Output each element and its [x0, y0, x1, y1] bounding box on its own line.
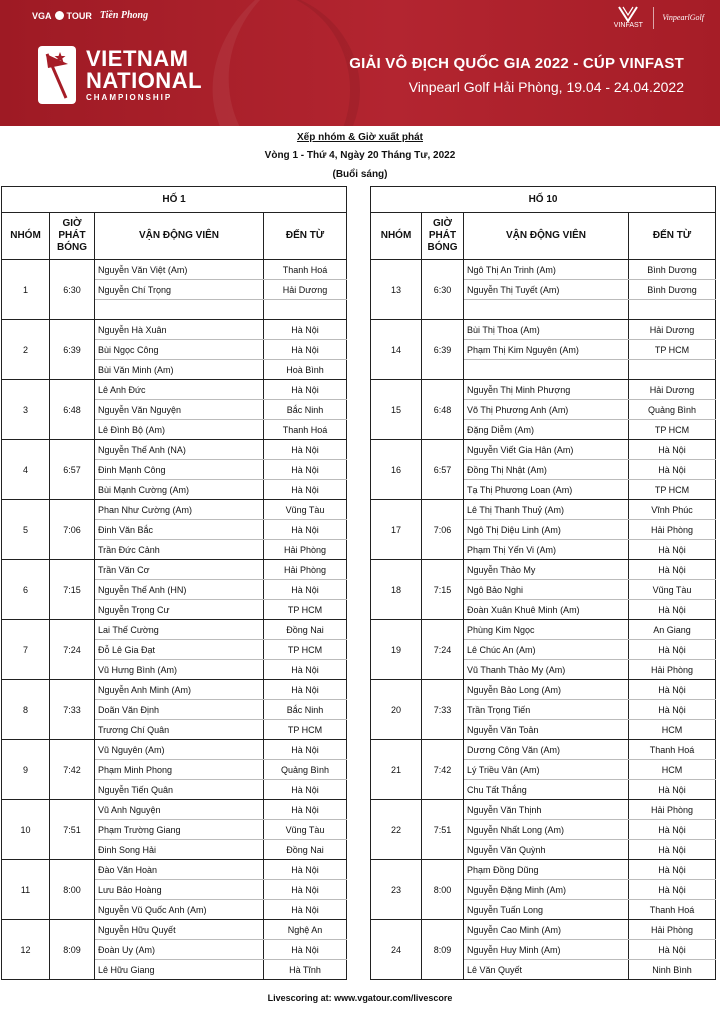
player-origin: Hà Nội	[629, 880, 716, 900]
vga-tour-text: TOUR	[66, 10, 92, 21]
player-name: Đoàn Uy (Am)	[95, 940, 264, 960]
player-name: Nguyễn Văn Thịnh	[464, 800, 629, 820]
player-name: Nguyễn Huy Minh (Am)	[464, 940, 629, 960]
tee-time: 7:51	[50, 800, 95, 860]
player-name: Lê Anh Đức	[95, 380, 264, 400]
vinfast-logo	[611, 6, 645, 29]
player-name: Bùi Văn Minh (Am)	[95, 360, 264, 380]
group-number: 16	[371, 440, 422, 500]
table-row	[371, 320, 716, 340]
table-row	[371, 620, 716, 640]
player-origin: Vũng Tàu	[264, 500, 347, 520]
player-origin: Hà Nội	[264, 680, 347, 700]
livescore-footer: Livescoring at: www.vgatour.com/livescore	[267, 993, 453, 1003]
player-name: Doãn Văn Định	[95, 700, 264, 720]
player-origin: Thanh Hoá	[629, 740, 716, 760]
group-number: 8	[2, 680, 50, 740]
group-number: 2	[2, 320, 50, 380]
player-origin: Hà Nội	[629, 820, 716, 840]
player-name: Nguyễn Tuấn Long	[464, 900, 629, 920]
player-name: Nguyễn Cao Minh (Am)	[464, 920, 629, 940]
tee-time: 7:15	[50, 560, 95, 620]
player-origin: Hà Nội	[264, 380, 347, 400]
player-name: Đinh Văn Bắc	[95, 520, 264, 540]
group-number: 21	[371, 740, 422, 800]
player-name: Nguyễn Vũ Quốc Anh (Am)	[95, 900, 264, 920]
group-number: 1	[2, 260, 50, 320]
player-origin: Hà Nội	[264, 660, 347, 680]
group-number: 24	[371, 920, 422, 980]
championship-line-1: VIETNAM	[86, 46, 189, 71]
table-row	[2, 380, 347, 400]
player-origin: Hà Nội	[629, 540, 716, 560]
player-origin: Đồng Nai	[264, 840, 347, 860]
player-origin: Hà Nội	[629, 460, 716, 480]
vga-tour-logo	[32, 11, 92, 21]
player-name: Vũ Thanh Thảo My (Am)	[464, 660, 629, 680]
tee-time: 6:30	[50, 260, 95, 320]
group-number: 12	[2, 920, 50, 980]
group-number: 22	[371, 800, 422, 860]
player-origin: HCM	[629, 760, 716, 780]
player-name: Vũ Anh Nguyện	[95, 800, 264, 820]
player-origin: An Giang	[629, 620, 716, 640]
tee-time: 7:24	[422, 620, 464, 680]
player-name: Trương Chí Quân	[95, 720, 264, 740]
tee-time: 7:42	[422, 740, 464, 800]
player-name: Võ Thị Phương Anh (Am)	[464, 400, 629, 420]
player-origin: Vĩnh Phúc	[629, 500, 716, 520]
player-name: Bùi Ngọc Công	[95, 340, 264, 360]
player-origin: Hà Nội	[629, 680, 716, 700]
vga-logo-text: VGA	[32, 10, 52, 21]
vinpearl-golf-logo: VinpearlGolf	[662, 13, 704, 22]
player-name: Nguyễn Chí Trọng	[95, 280, 264, 300]
player-name: Đinh Song Hải	[95, 840, 264, 860]
sponsor-divider	[653, 7, 654, 29]
player-origin: TP HCM	[629, 480, 716, 500]
sponsor-logos	[611, 6, 704, 29]
player-name: Lê Văn Quyết	[464, 960, 629, 980]
player-name: Đinh Mạnh Công	[95, 460, 264, 480]
player-name: Nguyễn Bảo Long (Am)	[464, 680, 629, 700]
table-row	[371, 260, 716, 280]
tee-time: 7:06	[50, 500, 95, 560]
player-origin: Hà Nội	[264, 480, 347, 500]
player-origin: Hải Phòng	[264, 540, 347, 560]
group-number: 3	[2, 380, 50, 440]
table-row	[2, 920, 347, 940]
player-origin: Hà Nội	[264, 440, 347, 460]
player-origin: Hà Nội	[264, 520, 347, 540]
player-name: Trần Trọng Tiến	[464, 700, 629, 720]
tee-time: 8:00	[50, 860, 95, 920]
group-number: 10	[2, 800, 50, 860]
table-row	[2, 740, 347, 760]
player-origin: Hải Phòng	[629, 920, 716, 940]
tee-time: 6:48	[50, 380, 95, 440]
player-origin: Hải Phòng	[629, 800, 716, 820]
table-row	[2, 320, 347, 340]
player-origin: TP HCM	[629, 340, 716, 360]
player-origin: Hà Nội	[629, 780, 716, 800]
group-number: 6	[2, 560, 50, 620]
player-origin: Thanh Hoá	[629, 900, 716, 920]
player-name: Nguyễn Thị Minh Phượng	[464, 380, 629, 400]
player-origin: Hà Nội	[629, 440, 716, 460]
group-number: 19	[371, 620, 422, 680]
table-row	[2, 860, 347, 880]
col-group-header: NHÓM	[2, 213, 50, 260]
player-origin: Hải Phòng	[629, 520, 716, 540]
event-venue-dates: Vinpearl Golf Hải Phòng, 19.04 - 24.04.2022	[408, 79, 684, 95]
player-origin: TP HCM	[264, 640, 347, 660]
tee-time: 6:39	[50, 320, 95, 380]
player-name: Trần Đức Cảnh	[95, 540, 264, 560]
group-number: 15	[371, 380, 422, 440]
player-origin: HCM	[629, 720, 716, 740]
championship-line-3: CHAMPIONSHIP	[86, 93, 173, 102]
table-row	[371, 860, 716, 880]
player-origin: Nghệ An	[264, 920, 347, 940]
table-row	[2, 440, 347, 460]
player-origin: Hà Nội	[629, 560, 716, 580]
player-origin: Hà Nội	[264, 460, 347, 480]
player-name: Nguyễn Nhất Long (Am)	[464, 820, 629, 840]
tee-time: 8:00	[422, 860, 464, 920]
player-name: Nguyễn Anh Minh (Am)	[95, 680, 264, 700]
player-origin	[264, 300, 347, 320]
player-origin: TP HCM	[264, 720, 347, 740]
group-number: 23	[371, 860, 422, 920]
player-name: Nguyễn Thảo My	[464, 560, 629, 580]
table-row	[2, 260, 347, 280]
player-origin: Hà Nội	[264, 340, 347, 360]
player-origin	[629, 360, 716, 380]
player-origin: Hà Nội	[629, 840, 716, 860]
tee-time: 7:24	[50, 620, 95, 680]
document-heading: Xếp nhóm & Giờ xuất phát	[296, 132, 423, 143]
player-name: Lai Thế Cường	[95, 620, 264, 640]
player-origin: Bắc Ninh	[264, 700, 347, 720]
player-origin: Hà Nội	[629, 640, 716, 660]
golf-ball-icon	[55, 11, 64, 20]
col-group-header: NHÓM	[371, 213, 422, 260]
player-origin: Hà Nội	[264, 900, 347, 920]
championship-line-2: NATIONAL	[86, 68, 203, 93]
player-name: Ngô Bảo Nghi	[464, 580, 629, 600]
championship-logo	[38, 46, 202, 104]
player-name: Lê Thị Thanh Thuỷ (Am)	[464, 500, 629, 520]
partner-logos	[32, 10, 148, 21]
player-origin: Bình Dương	[629, 280, 716, 300]
player-name: Nguyễn Đặng Minh (Am)	[464, 880, 629, 900]
player-origin	[629, 300, 716, 320]
table-row	[2, 560, 347, 580]
group-number: 4	[2, 440, 50, 500]
round-info: Vòng 1 - Thứ 4, Ngày 20 Tháng Tư, 2022	[264, 150, 456, 161]
page-header	[0, 0, 720, 126]
tee-time: 7:33	[50, 680, 95, 740]
player-name: Phạm Thị Kim Nguyên (Am)	[464, 340, 629, 360]
player-name: Lê Đình Bộ (Am)	[95, 420, 264, 440]
flag-icon	[38, 46, 76, 104]
table-row	[371, 920, 716, 940]
tee-time: 7:51	[422, 800, 464, 860]
player-name: Lưu Bảo Hoàng	[95, 880, 264, 900]
player-name: Chu Tất Thắng	[464, 780, 629, 800]
player-origin: Hải Phòng	[264, 560, 347, 580]
player-origin: Hoà Bình	[264, 360, 347, 380]
player-name: Bùi Thị Thoa (Am)	[464, 320, 629, 340]
player-name: Vũ Nguyên (Am)	[95, 740, 264, 760]
group-number: 17	[371, 500, 422, 560]
group-number: 13	[371, 260, 422, 320]
player-name: Nguyễn Văn Nguyện	[95, 400, 264, 420]
player-name: Trần Văn Cơ	[95, 560, 264, 580]
tee-time: 8:09	[422, 920, 464, 980]
vinfast-text: VINFAST	[613, 22, 643, 29]
player-origin: Hà Tĩnh	[264, 960, 347, 980]
table-row	[2, 680, 347, 700]
table-row	[371, 440, 716, 460]
table-row	[2, 620, 347, 640]
tee-time: 8:09	[50, 920, 95, 980]
tee-time: 7:15	[422, 560, 464, 620]
table-row	[371, 800, 716, 820]
player-name	[464, 360, 629, 380]
session-info: (Buổi sáng)	[332, 169, 388, 180]
player-name: Nguyễn Thế Anh (NA)	[95, 440, 264, 460]
tee-time: 7:33	[422, 680, 464, 740]
player-origin: Ninh Bình	[629, 960, 716, 980]
group-number: 14	[371, 320, 422, 380]
player-origin: Hải Dương	[629, 320, 716, 340]
tee-time: 6:30	[422, 260, 464, 320]
player-name: Nguyễn Hữu Quyết	[95, 920, 264, 940]
player-name: Nguyễn Tiến Quân	[95, 780, 264, 800]
player-name: Nguyễn Văn Quỳnh	[464, 840, 629, 860]
player-name: Phan Như Cường (Am)	[95, 500, 264, 520]
player-origin: Hà Nội	[264, 580, 347, 600]
hole-1-tee-times-table	[1, 186, 347, 980]
player-origin: Thanh Hoá	[264, 260, 347, 280]
player-name: Lê Hữu Giang	[95, 960, 264, 980]
table-row	[371, 380, 716, 400]
tee-time: 6:57	[50, 440, 95, 500]
player-origin: Hà Nội	[629, 700, 716, 720]
player-origin: Hải Phòng	[629, 660, 716, 680]
player-name: Ngô Thị An Trinh (Am)	[464, 260, 629, 280]
player-name: Nguyễn Thị Tuyết (Am)	[464, 280, 629, 300]
player-origin: Hà Nội	[629, 600, 716, 620]
player-origin: Vũng Tàu	[629, 580, 716, 600]
player-name: Phạm Minh Phong	[95, 760, 264, 780]
player-name: Phạm Trường Giang	[95, 820, 264, 840]
player-origin: Quảng Bình	[629, 400, 716, 420]
tee-time: 7:06	[422, 500, 464, 560]
player-name: Đặng Diễm (Am)	[464, 420, 629, 440]
tien-phong-logo: Tiền Phong	[99, 10, 149, 21]
player-name: Lê Chúc An (Am)	[464, 640, 629, 660]
tee-time: 6:57	[422, 440, 464, 500]
player-origin: Hà Nội	[264, 320, 347, 340]
player-origin: Hà Nội	[264, 800, 347, 820]
col-time-header: GIỜ PHÁT BÓNG	[50, 213, 95, 260]
table-row	[371, 680, 716, 700]
event-title: GIẢI VÔ ĐỊCH QUỐC GIA 2022 - CÚP VINFAST	[349, 55, 684, 72]
player-name: Bùi Mạnh Cường (Am)	[95, 480, 264, 500]
player-name: Tạ Thị Phương Loan (Am)	[464, 480, 629, 500]
player-origin: Hà Nội	[264, 740, 347, 760]
player-name: Vũ Hưng Bình (Am)	[95, 660, 264, 680]
table-row	[2, 800, 347, 820]
group-number: 9	[2, 740, 50, 800]
group-number: 7	[2, 620, 50, 680]
group-number: 18	[371, 560, 422, 620]
col-player-header: VẬN ĐỘNG VIÊN	[95, 213, 264, 260]
player-name	[95, 300, 264, 320]
player-name: Lý Triều Vân (Am)	[464, 760, 629, 780]
player-origin: Hà Nội	[264, 940, 347, 960]
player-origin: Hà Nội	[264, 780, 347, 800]
player-name: Nguyễn Văn Toản	[464, 720, 629, 740]
col-player-header: VẬN ĐỘNG VIÊN	[464, 213, 629, 260]
player-origin: Bình Dương	[629, 260, 716, 280]
player-origin: Hà Nội	[629, 940, 716, 960]
player-origin: Hà Nội	[629, 860, 716, 880]
tee-time: 6:48	[422, 380, 464, 440]
tee-time: 7:42	[50, 740, 95, 800]
player-origin: Hải Dương	[629, 380, 716, 400]
player-origin: TP HCM	[264, 600, 347, 620]
player-name: Đỗ Lê Gia Đạt	[95, 640, 264, 660]
group-number: 20	[371, 680, 422, 740]
player-origin: Quảng Bình	[264, 760, 347, 780]
player-origin: Hải Dương	[264, 280, 347, 300]
player-name: Nguyễn Hà Xuân	[95, 320, 264, 340]
player-name: Phạm Đồng Dũng	[464, 860, 629, 880]
hole-10-tee-times-table	[370, 186, 716, 980]
player-origin: Hà Nội	[264, 860, 347, 880]
table-row	[371, 740, 716, 760]
player-name: Đào Văn Hoàn	[95, 860, 264, 880]
tee-time: 6:39	[422, 320, 464, 380]
player-name: Phùng Kim Ngọc	[464, 620, 629, 640]
player-origin: Đồng Nai	[264, 620, 347, 640]
player-origin: Thanh Hoá	[264, 420, 347, 440]
player-name: Đồng Thị Nhật (Am)	[464, 460, 629, 480]
player-name: Dương Công Văn (Am)	[464, 740, 629, 760]
group-number: 11	[2, 860, 50, 920]
player-origin: Bắc Ninh	[264, 400, 347, 420]
player-name: Đoàn Xuân Khuê Minh (Am)	[464, 600, 629, 620]
player-origin: Hà Nội	[264, 880, 347, 900]
player-origin: TP HCM	[629, 420, 716, 440]
player-name: Ngô Thị Diệu Linh (Am)	[464, 520, 629, 540]
table-row	[2, 500, 347, 520]
player-name: Nguyễn Thế Anh (HN)	[95, 580, 264, 600]
col-time-header: GIỜ PHÁT BÓNG	[422, 213, 464, 260]
player-name: Nguyễn Văn Việt (Am)	[95, 260, 264, 280]
col-from-header: ĐẾN TỪ	[264, 213, 347, 260]
player-name: Phạm Thị Yến Vi (Am)	[464, 540, 629, 560]
player-name	[464, 300, 629, 320]
group-number: 5	[2, 500, 50, 560]
player-origin: Vũng Tàu	[264, 820, 347, 840]
col-from-header: ĐẾN TỪ	[629, 213, 716, 260]
hole-1-title: HỐ 1	[2, 187, 347, 213]
player-name: Nguyễn Trọng Cư	[95, 600, 264, 620]
hole-10-title: HỐ 10	[371, 187, 716, 213]
player-name: Nguyễn Viết Gia Hân (Am)	[464, 440, 629, 460]
table-row	[371, 560, 716, 580]
table-row	[371, 500, 716, 520]
vinfast-v-icon	[618, 6, 638, 22]
